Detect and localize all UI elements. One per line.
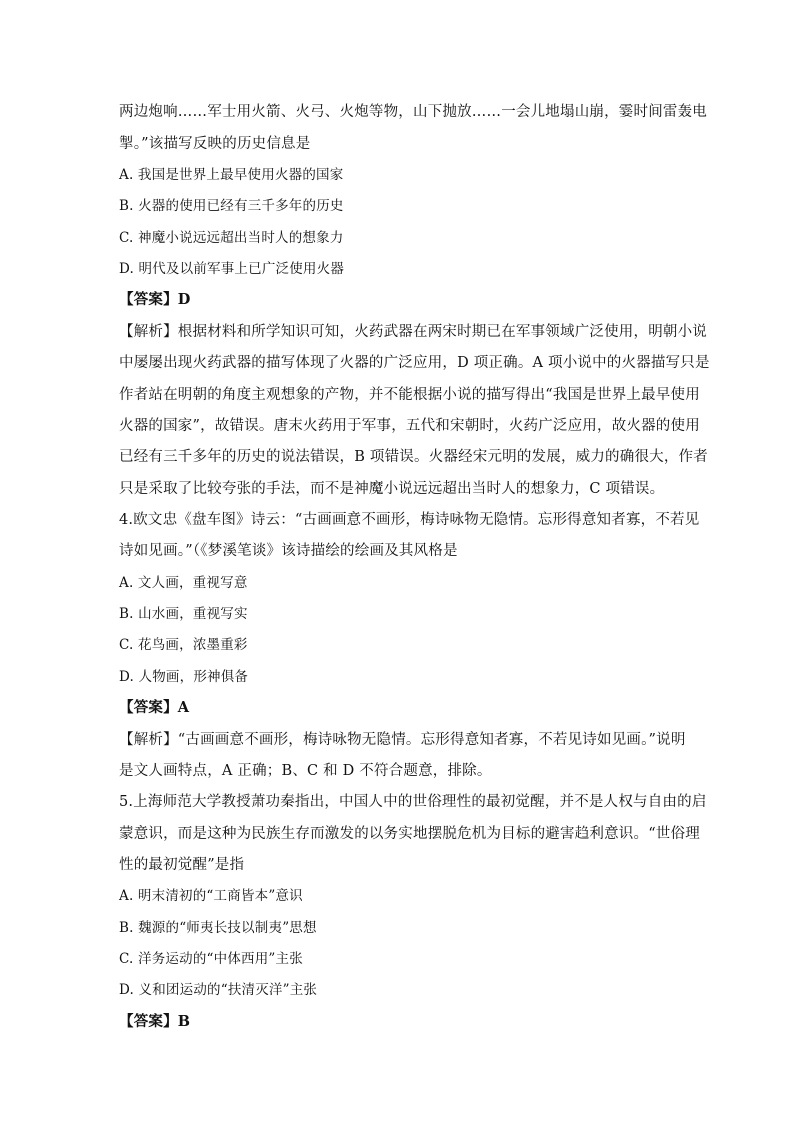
text-line: 掣。”该描写反映的历史信息是 xyxy=(119,136,311,152)
answer-label: 【答案】A xyxy=(119,699,190,716)
option-a: A. 我国是世界上最早使用火器的国家 xyxy=(119,167,344,183)
text-line: 两边炮响……军士用火箭、火弓、火炮等物，山下抛放……一会儿地塌山崩，霎时间雷轰电 xyxy=(119,104,707,120)
option-b: B. 火器的使用已经有三千多年的历史 xyxy=(119,198,344,214)
answer-label: 【答案】B xyxy=(119,1013,191,1030)
option-c: C. 洋务运动的“中体西用”主张 xyxy=(119,951,303,967)
analysis-text: 已经有三千多年的历史的说法错误，B 项错误。火器经宋元明的发展，威力的确很大，作者 xyxy=(119,449,708,465)
question-4: 4.欧文忠《盘车图》诗云：“古画画意不画形，梅诗咏物无隐情。忘形得意知者寡，不若见 xyxy=(119,512,700,528)
option-d: D. 义和团运动的“扶清灭洋”主张 xyxy=(119,982,318,998)
analysis-text: 中屡屡出现火药武器的描写体现了火器的广泛应用，D 项正确。A 项小说中的火器描写只是 xyxy=(119,355,710,371)
analysis-text: 只是采取了比较夸张的手法，而不是神魔小说远远超出当时人的想象力，C 项错误。 xyxy=(119,481,665,497)
option-c: C. 花鸟画，浓墨重彩 xyxy=(119,637,248,653)
answer-label: 【答案】D xyxy=(119,291,191,308)
question-5: 蒙意识，而是这种为民族生存而激发的以务实地摆脱危机为目标的避害趋利意识。“世俗理 xyxy=(119,826,700,842)
option-a: A. 明末清初的“工商皆本”意识 xyxy=(119,888,303,904)
analysis-text: 【解析】根据材料和所学知识可知，火药武器在两宋时期已在军事领域广泛使用，明朝小说 xyxy=(119,324,707,340)
option-b: B. 山水画，重视写实 xyxy=(119,606,248,622)
option-c: C. 神魔小说远远超出当时人的想象力 xyxy=(119,230,344,246)
analysis-text: 火器的国家”，故错误。唐末火药用于军事，五代和宋朝时，火药广泛应用，故火器的使用 xyxy=(119,418,700,434)
question-4: 诗如见画。”（《梦溪笔谈》该诗描绘的绘画及其风格是 xyxy=(119,543,458,559)
option-d: D. 人物画，形神俱备 xyxy=(119,669,249,685)
option-a: A. 文人画，重视写意 xyxy=(119,575,248,591)
analysis-text: 【解析】“古画画意不画形，梅诗咏物无隐情。忘形得意知者寡，不若见诗如见画。”说明 xyxy=(119,732,686,748)
option-d: D. 明代及以前军事上已广泛使用火器 xyxy=(119,261,345,277)
question-5: 性的最初觉醒”是指 xyxy=(119,857,245,873)
analysis-text: 是文人画特点，A 正确；B、C 和 D 不符合题意，排除。 xyxy=(119,763,492,779)
question-5: 5.上海师范大学教授萧功秦指出，中国人中的世俗理性的最初觉醒，并不是人权与自由的启 xyxy=(119,794,707,810)
option-b: B. 魏源的“师夷长技以制夷”思想 xyxy=(119,920,317,936)
analysis-text: 作者站在明朝的角度主观想象的产物，并不能根据小说的描写得出“我国是世界上最早使用 xyxy=(119,387,700,403)
